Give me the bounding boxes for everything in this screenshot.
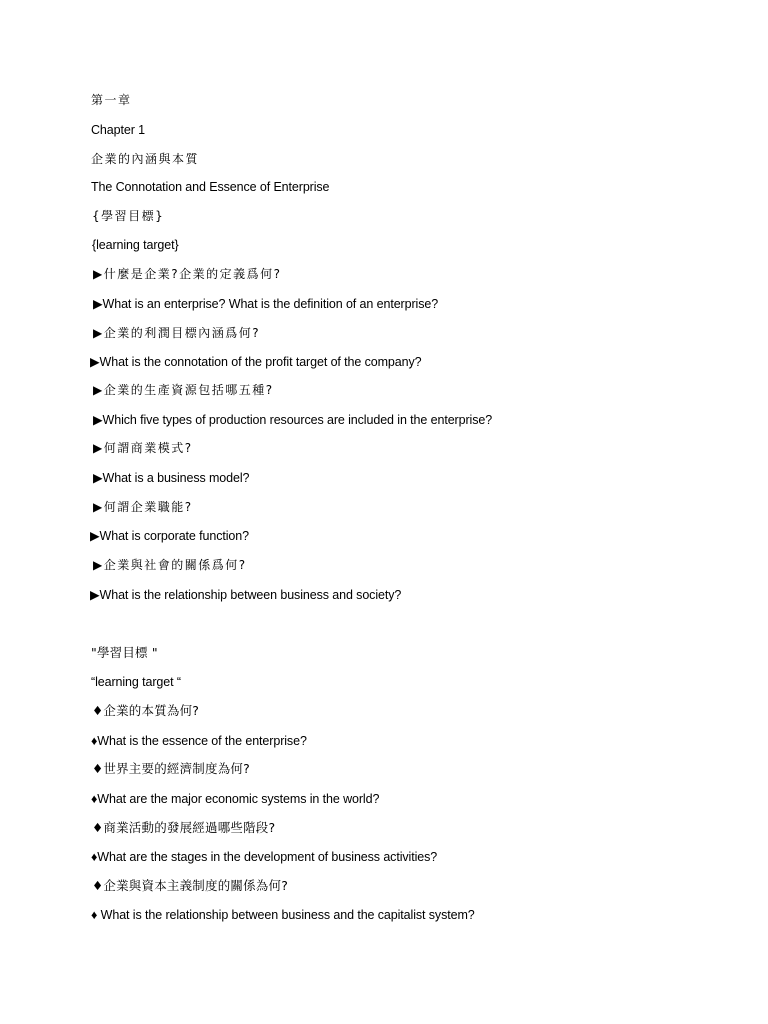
objective-1-chinese: ▶什麼是企業?企業的定義爲何?: [93, 267, 282, 281]
objective-6-chinese: ▶企業與社會的關係爲何?: [93, 558, 247, 572]
target-1-english: ♦What is the essence of the enterprise?: [91, 734, 307, 748]
target-2-english: ♦What are the major economic systems in the world?: [91, 792, 380, 806]
objective-3-chinese: ▶企業的生產資源包括哪五種?: [93, 383, 274, 397]
chapter-title-english: The Connotation and Essence of Enterprise: [91, 180, 330, 194]
objective-2-english: ▶What is the connotation of the profit target of the company?: [90, 355, 422, 369]
chapter-heading-chinese: 第一章: [91, 93, 132, 107]
objective-2-chinese: ▶企業的利潤目標內涵爲何?: [93, 326, 261, 340]
learning-target-quoted-english: “learning target “: [91, 675, 181, 689]
target-3-english: ♦What are the stages in the development of business activities?: [91, 850, 438, 864]
learning-target-heading-english: {learning target}: [92, 238, 179, 252]
learning-target-heading-chinese: {學習目標}: [92, 209, 165, 223]
target-1-chinese: ♦企業的本質為何?: [92, 703, 200, 718]
objective-5-chinese: ▶何謂企業職能?: [93, 500, 193, 514]
objective-4-english: ▶What is a business model?: [93, 471, 250, 485]
target-3-chinese: ♦商業活動的發展經過哪些階段?: [92, 820, 276, 835]
target-4-chinese: ♦企業與資本主義制度的關係為何?: [92, 878, 289, 893]
objective-3-english: ▶Which five types of production resources are included in the enterprise?: [93, 413, 493, 427]
learning-target-quoted-chinese: "學習目標 ": [91, 645, 158, 660]
objective-6-english: ▶What is the relationship between business and society?: [90, 588, 402, 602]
target-4-english: ♦ What is the relationship between business and the capitalist system?: [91, 908, 475, 922]
objective-4-chinese: ▶何謂商業模式?: [93, 441, 193, 455]
objective-5-english: ▶What is corporate function?: [90, 529, 249, 543]
target-2-chinese: ♦世界主要的經濟制度為何?: [92, 761, 250, 776]
chapter-title-chinese: 企業的內涵與本質: [91, 152, 200, 166]
objective-1-english: ▶What is an enterprise? What is the definition of an enterprise?: [93, 297, 439, 311]
chapter-heading-english: Chapter 1: [91, 123, 145, 137]
